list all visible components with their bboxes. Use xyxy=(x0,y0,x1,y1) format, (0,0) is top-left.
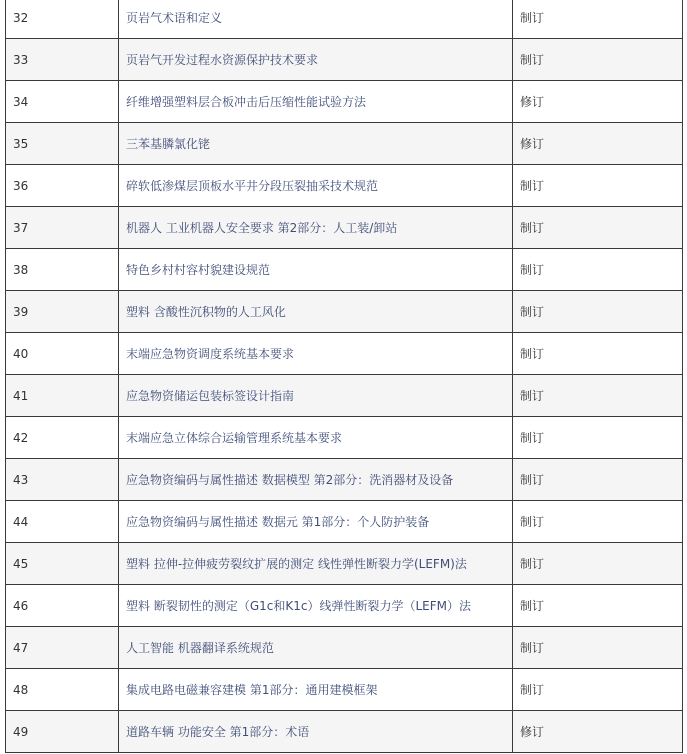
revision-type: 制订 xyxy=(513,417,683,459)
standard-name: 末端应急立体综合运输管理系统基本要求 xyxy=(119,417,513,459)
table-row xyxy=(6,711,683,753)
revision-type: 制订 xyxy=(513,0,683,39)
standards-table xyxy=(5,0,683,753)
row-number: 37 xyxy=(6,207,119,249)
standard-name: 集成电路电磁兼容建模 第1部分：通用建模框架 xyxy=(119,669,513,711)
row-number: 38 xyxy=(6,249,119,291)
standard-name: 人工智能 机器翻译系统规范 xyxy=(119,627,513,669)
standard-name: 末端应急物资调度系统基本要求 xyxy=(119,333,513,375)
table-row xyxy=(6,501,683,543)
revision-type: 制订 xyxy=(513,459,683,501)
standard-name: 应急物资编码与属性描述 数据元 第1部分：个人防护装备 xyxy=(119,501,513,543)
table-row xyxy=(6,123,683,165)
standard-name: 特色乡村村容村貌建设规范 xyxy=(119,249,513,291)
revision-type: 制订 xyxy=(513,165,683,207)
table-row xyxy=(6,207,683,249)
revision-type: 制订 xyxy=(513,291,683,333)
table-row xyxy=(6,375,683,417)
row-number: 46 xyxy=(6,585,119,627)
standard-name: 页岩气术语和定义 xyxy=(119,0,513,39)
table-row xyxy=(6,417,683,459)
row-number: 49 xyxy=(6,711,119,753)
row-number: 41 xyxy=(6,375,119,417)
row-number: 33 xyxy=(6,39,119,81)
row-number: 34 xyxy=(6,81,119,123)
table-row xyxy=(6,81,683,123)
revision-type: 修订 xyxy=(513,123,683,165)
standard-name: 纤维增强塑料层合板冲击后压缩性能试验方法 xyxy=(119,81,513,123)
table-row xyxy=(6,39,683,81)
revision-type: 制订 xyxy=(513,333,683,375)
table-row xyxy=(6,291,683,333)
revision-type: 制订 xyxy=(513,501,683,543)
revision-type: 制订 xyxy=(513,207,683,249)
table-row xyxy=(6,627,683,669)
table-row xyxy=(6,669,683,711)
standards-table-body xyxy=(6,0,683,753)
revision-type: 制订 xyxy=(513,585,683,627)
standard-name: 塑料 断裂韧性的测定（G1c和K1c）线弹性断裂力学（LEFM）法 xyxy=(119,585,513,627)
standard-name: 应急物资储运包装标签设计指南 xyxy=(119,375,513,417)
revision-type: 制订 xyxy=(513,669,683,711)
revision-type: 制订 xyxy=(513,627,683,669)
row-number: 48 xyxy=(6,669,119,711)
revision-type: 修订 xyxy=(513,81,683,123)
revision-type: 制订 xyxy=(513,249,683,291)
standard-name: 塑料 拉伸-拉伸疲劳裂纹扩展的测定 线性弹性断裂力学(LEFM)法 xyxy=(119,543,513,585)
table-row xyxy=(6,249,683,291)
row-number: 32 xyxy=(6,0,119,39)
table-row xyxy=(6,543,683,585)
row-number: 45 xyxy=(6,543,119,585)
row-number: 39 xyxy=(6,291,119,333)
row-number: 47 xyxy=(6,627,119,669)
table-row xyxy=(6,0,683,39)
table-row xyxy=(6,333,683,375)
table-row xyxy=(6,459,683,501)
table-row xyxy=(6,585,683,627)
standard-name: 机器人 工业机器人安全要求 第2部分：人工装/卸站 xyxy=(119,207,513,249)
row-number: 43 xyxy=(6,459,119,501)
revision-type: 制订 xyxy=(513,543,683,585)
row-number: 36 xyxy=(6,165,119,207)
standard-name: 塑料 含酸性沉积物的人工风化 xyxy=(119,291,513,333)
revision-type: 制订 xyxy=(513,375,683,417)
row-number: 42 xyxy=(6,417,119,459)
standard-name: 页岩气开发过程水资源保护技术要求 xyxy=(119,39,513,81)
standard-name: 三苯基膦氯化铑 xyxy=(119,123,513,165)
row-number: 44 xyxy=(6,501,119,543)
standard-name: 应急物资编码与属性描述 数据模型 第2部分：洗消器材及设备 xyxy=(119,459,513,501)
revision-type: 制订 xyxy=(513,39,683,81)
table-row xyxy=(6,165,683,207)
revision-type: 修订 xyxy=(513,711,683,753)
standard-name: 碎软低渗煤层顶板水平井分段压裂抽采技术规范 xyxy=(119,165,513,207)
row-number: 35 xyxy=(6,123,119,165)
row-number: 40 xyxy=(6,333,119,375)
standard-name: 道路车辆 功能安全 第1部分：术语 xyxy=(119,711,513,753)
